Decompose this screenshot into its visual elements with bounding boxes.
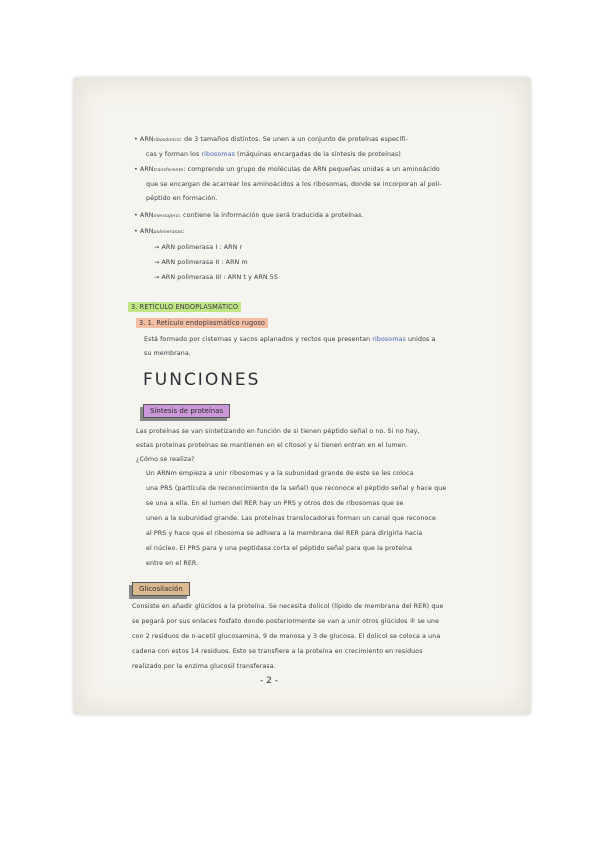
- p1-line-6: se una a ella. En el lumen del RER hay un PRS y otros dos de ribosomas que se: [146, 500, 404, 507]
- glicosilacion-label: Glicosilación: [132, 582, 190, 596]
- re-description-line1: Está formado por cisternas y sacos aplanados y rectos que presentan ribosomas unidos a: [144, 336, 436, 343]
- p2-line-1: Consiste en añadir glúcidos a la proteína. Se necesita dolicol (lípido de membrana del RER) que: [132, 603, 444, 610]
- p2-line-4: cadena con estos 14 residuos. Esto se transfiere a la proteína en crecimiento en residuos: [132, 648, 423, 655]
- p1-line-1: Las proteínas se van sintetizando en función de si tienen péptido señal o no. Si no hay,: [136, 428, 420, 435]
- funciones-heading: FUNCIONES: [143, 370, 261, 390]
- subsection-title: 3. 1. Retículo endoplasmático rugoso: [136, 319, 268, 327]
- p1-line-8: al PRS y hace que el ribosoma se adhiera a la membrana del RER para dirigirla hacia: [146, 530, 423, 537]
- re-description-line2: su membrana.: [144, 350, 191, 357]
- p1-line-5: una PRS (partícula de reconocimiento de la señal) que reconoce el péptido señal y hace que: [146, 485, 447, 492]
- bullet-arn-ribosomico-cont: cas y forman los ribosomas (máquinas encargadas de la síntesis de proteínas): [146, 151, 401, 158]
- bullet-arn-transferente-cont2: péptido en formación.: [146, 195, 218, 202]
- arn-polimerasa-2: → ARN polimerasa II : ARN m: [154, 259, 248, 266]
- bullet-arn-polimerasas: • ARNpolimerasas:: [134, 228, 185, 235]
- p2-line-2: se pegará por sus enlaces fosfato donde posteriormente se van a unir otros glúcidos ④ se une: [132, 618, 440, 625]
- arn-polimerasa-3: → ARN polimerasa III : ARN t y ARN 5S: [154, 274, 279, 281]
- notebook-page: [74, 78, 530, 714]
- p2-line-3: con 2 residuos de n-acetil glucosamina, 9 de manosa y 3 de glucosa. El dolicol se coloca a una: [132, 633, 441, 640]
- page-number: - 2 -: [260, 676, 278, 686]
- section-title: 3. RETÍCULO ENDOPLASMÁTICO: [128, 303, 241, 311]
- arn-polimerasa-1: → ARN polimerasa I : ARN r: [154, 244, 243, 251]
- bullet-arn-ribosomico: • ARNribosómico: de 3 tamaños distintos. Se unen a un conjunto de proteínas específi-: [134, 136, 408, 143]
- bullet-arn-transferente: • ARNtransferente: comprende un grupo de moléculas de ARN pequeñas unidas a un aminoácido: [134, 166, 440, 173]
- p1-line-4: Un ARNm empieza a unir ribosomas y a la subunidad grande de este se les coloca: [146, 470, 414, 477]
- p1-line-2: estas proteínas proteínas se mantienen en el citosol y si tienen entran en el lumen.: [136, 442, 408, 449]
- bullet-arn-mensajero: • ARNmensajero: contiene la información que será traducida a proteínas.: [134, 212, 364, 219]
- p1-line-3: ¿Cómo se realiza?: [136, 456, 195, 463]
- p1-line-10: entre en el RER.: [146, 560, 199, 567]
- p2-line-5: realizado por la enzima glucosil transferasa.: [132, 663, 276, 670]
- bullet-arn-transferente-cont1: que se encargan de acarrear los aminoácidos a los ribosomas, donde se incorporan al poli-: [146, 181, 442, 188]
- p1-line-9: el núcleo. El PRS para y una peptidasa corta el péptido señal para que la proteína: [146, 545, 413, 552]
- p1-line-7: unen a la subunidad grande. Las proteínas translocadoras forman un canal que reconoce: [146, 515, 436, 522]
- sintesis-proteinas-label: Síntesis de proteínas: [143, 404, 230, 418]
